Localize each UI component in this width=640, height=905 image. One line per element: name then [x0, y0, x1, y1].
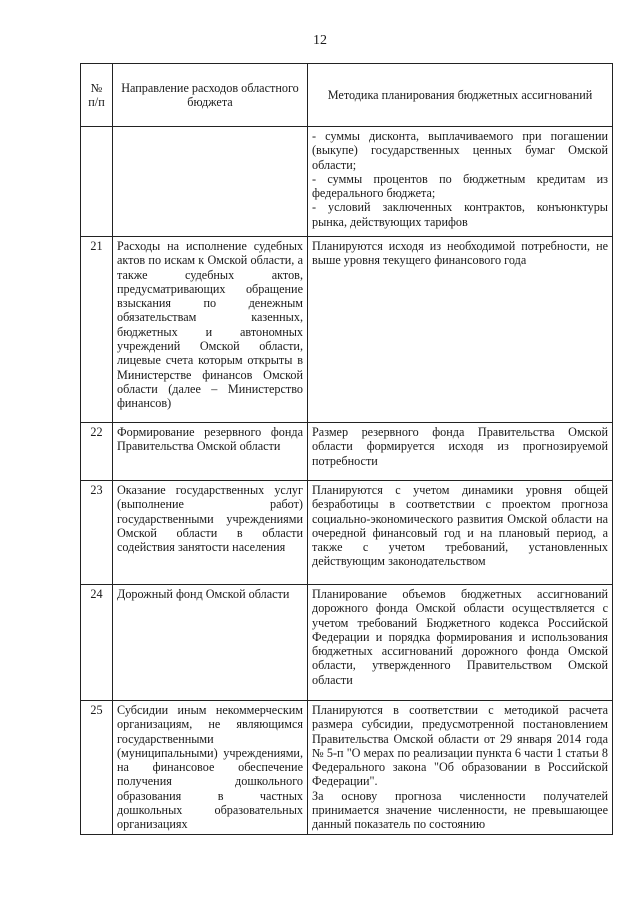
row-number: 21: [81, 237, 113, 423]
table-row: [81, 481, 613, 585]
header-number-text: № п/п: [88, 80, 105, 109]
row-direction: Субсидии иным некоммерческим организациям, не являющимся государственными (муниципальными) учреждениями, на финансовое обеспечение получения дошкольного образования в частных дошкольных образовательных организациях: [113, 701, 308, 835]
row-method: Планирование объемов бюджетных ассигнований дорожного фонда Омской области осуществляется с учетом требований Бюджетного кодекса Российской Федерации и порядка формирования и использования бюджетных ассигнований дорожного фонда Омской области, утвержденного Правительством Омской области: [308, 585, 613, 701]
budget-methodology-table: [80, 63, 613, 835]
row-method: - суммы дисконта, выплачиваемого при погашении (выкупе) государственных ценных бумаг Омской области; - суммы процентов по бюджетным кредитам из федерального бюджета; - условий заключенных контрактов, конъюнктуры рынка, действующих тарифов: [308, 127, 613, 237]
row-number: 23: [81, 481, 113, 585]
header-number: [81, 64, 113, 127]
row-direction: Расходы на исполнение судебных актов по искам к Омской области, а также судебных актов, предусматривающих обращение взыскания по денежным обязательствам казенных, бюджетных и автономных учреждений Омской области, лицевые счета которым открыты в Министерстве финансов Омской области (далее – Министерство финансов): [113, 237, 308, 423]
row-method: Планируются с учетом динамики уровня общей безработицы в соответствии с проектом прогноза социально-экономического развития Омской области на очередной финансовый год и на плановый период, а также с учетом требований, установленных действующим законодательством: [308, 481, 613, 585]
page-number: 12: [313, 33, 327, 48]
row-method: Планируются в соответствии с методикой расчета размера субсидии, предусмотренной постановлением Правительства Омской области от 29 января 2014 года № 5-п "О мерах по реализации пункта 6 части 1 статьи 8 Федерального закона "Об образовании в Российской Федерации". За основу прогноза численности получателей принимается значение численности, не превышающее данный показатель по состоянию: [308, 701, 613, 835]
header-method-text: Методика планирования бюджетных ассигнований: [327, 87, 593, 102]
table-row: [81, 127, 613, 237]
row-direction: Оказание государственных услуг (выполнение работ) государственными учреждениями Омской области в области содействия занятости населения: [113, 481, 308, 585]
row-number: [81, 127, 113, 237]
table-header-row: [81, 64, 613, 127]
header-method: [308, 64, 613, 127]
row-direction: Формирование резервного фонда Правительства Омской области: [113, 423, 308, 481]
header-direction-text: Направление расходов областного бюджета: [121, 80, 299, 109]
table-row: [81, 701, 613, 835]
row-number: 25: [81, 701, 113, 835]
row-number: 22: [81, 423, 113, 481]
table-row: [81, 423, 613, 481]
row-number: 24: [81, 585, 113, 701]
header-direction: [113, 64, 308, 127]
row-direction: [113, 127, 308, 237]
row-method: Планируются исходя из необходимой потребности, не выше уровня текущего финансового года: [308, 237, 613, 423]
row-direction: Дорожный фонд Омской области: [113, 585, 308, 701]
table-row: [81, 585, 613, 701]
table-row: [81, 237, 613, 423]
row-method: Размер резервного фонда Правительства Омской области формируется исходя из прогнозируемой потребности: [308, 423, 613, 481]
